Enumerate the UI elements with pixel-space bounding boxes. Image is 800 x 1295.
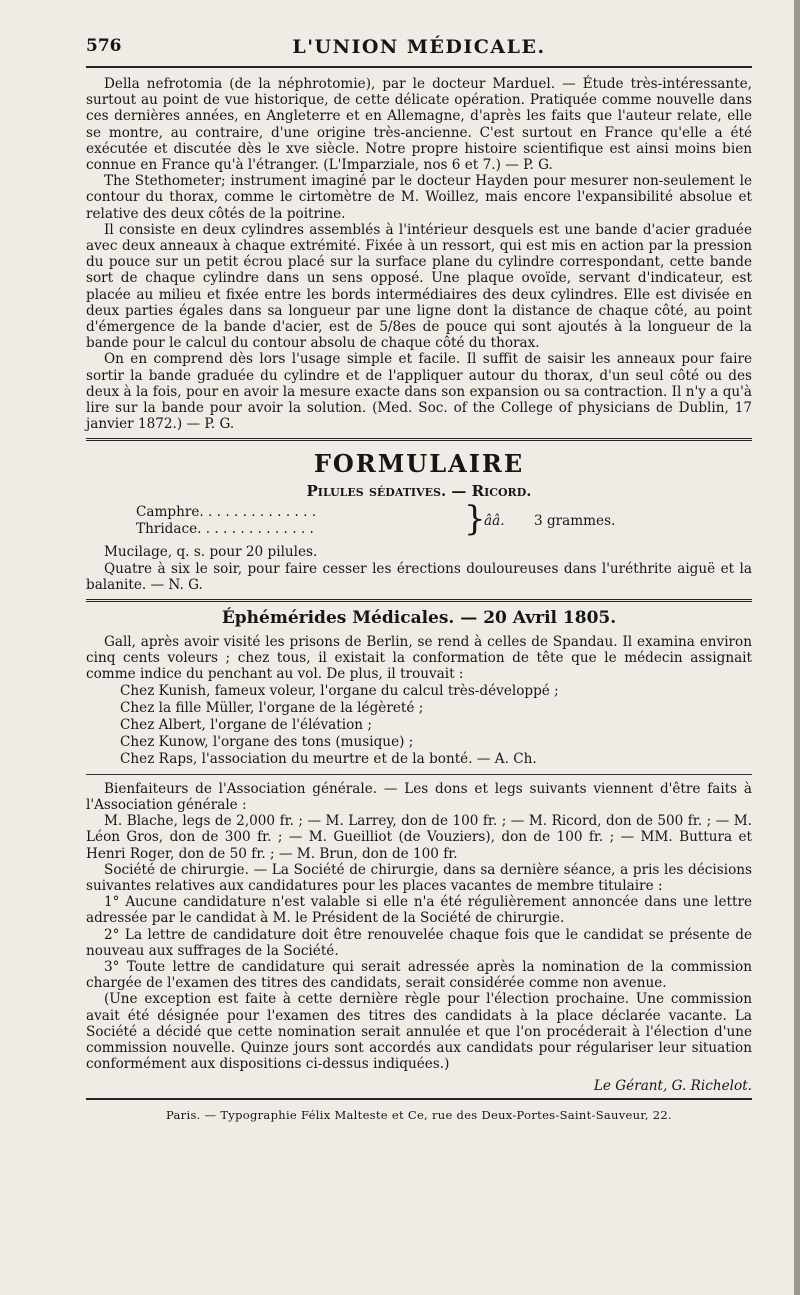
ephemerides-line: Chez Kunish, fameux voleur, l'organe du calcul très-développé ; — [120, 682, 559, 699]
news-bienfaiteurs-list: M. Blache, legs de 2,000 fr. ; — M. Larrey, don de 100 fr. ; — M. Ricord, don de 500 fr. ; — M. Léon Gros, don de 300 fr. ; — M. Gueilliot (de Vouziers), don de 100 fr. ; — MM. Buttura et Henri Roger, don de 50 fr. ; — M. Brun, don de 100 fr. — [86, 813, 752, 862]
ephemerides-rule — [86, 599, 752, 604]
signature: Le Gérant, G. Richelot. — [593, 1078, 752, 1095]
ephemerides-intro: Gall, après avoir visité les prisons de Berlin, se rend à celles de Spandau. Il examina environ cinq cents voleurs ; chez tous, il existait la conformation de tête que le médecin assignait comme indice du penchant au vol. De plus, il trouvait : — [86, 634, 752, 683]
printer-footer: Paris. — Typographie Félix Malteste et Ce, rue des Deux-Portes-Saint-Sauveur, 22. — [166, 1108, 672, 1123]
mucilage-line: Mucilage, q. s. pour 20 pilules. — [104, 544, 318, 561]
section-rule — [86, 438, 752, 443]
news-rule-3: 3° Toute lettre de candidature qui serait adressée après la nomination de la commission chargée de l'examen des titres des candidats, serait considérée comme non avenue. — [86, 958, 752, 992]
ephemerides-title: Éphémérides Médicales. — 20 Avril 1805. — [221, 608, 617, 629]
article-nefrotomia: Della nefrotomia (de la néphrotomie), par le docteur Marduel. — Étude très-intéressante, surtout au point de vue historique, de cette délicate opération. Pratiquée comme nouvelle dans ces dernières années, en Angleterre et en Allemagne, d'après les faits que l'auteur relate, elle se montre, au contraire, d'une origine très-ancienne. C'est surtout en France qu'elle a été exécutée et discutée dès le xve siècle. Notre propre histoire scientifique est ainsi moins bien connue en France qu'à l'étranger. (L'Imparziale, nos 6 et 7.) — P. G. — [86, 76, 752, 174]
news-rule — [86, 774, 752, 775]
prescription — [86, 499, 752, 540]
usage-paragraph: Quatre à six le soir, pour faire cesser les érections douloureuses dans l'uréthrite aiguë et la balanite. — N. G. — [86, 560, 752, 593]
news-societe: Société de chirurgie. — La Société de chirurgie, dans sa dernière séance, a pris les décisions suivantes relatives aux candidatures pour les places vacantes de membre titulaire : — [86, 861, 752, 894]
ephemerides-line: Chez Kunow, l'organe des tons (musique) ; — [120, 733, 414, 750]
quantity: 3 grammes. — [534, 513, 616, 530]
page-number: 576 — [86, 36, 122, 56]
brace: } — [464, 499, 486, 540]
news-rule-2: 2° La lettre de candidature doit être renouvelée chaque fois que le candidat se présente de nouveau aux suffrages de la Société. — [86, 926, 752, 959]
running-title: L'UNION MÉDICALE. — [292, 36, 546, 58]
formulaire-subtitle: Pilules sédatives. — Ricord. — [306, 482, 532, 501]
news-rule-1: 1° Aucune candidature n'est valable si elle n'a été régulièrement annoncée dans une lettre adressée par le candidat à M. le Président de la Société de chirurgie. — [86, 894, 752, 927]
ephemerides-line: Chez la fille Müller, l'organe de la légèreté ; — [120, 699, 424, 716]
page-header — [86, 26, 752, 62]
footer-rule — [86, 1098, 752, 1100]
ephemerides-line: Chez Raps, l'association du meurtre et de la bonté. — A. Ch. — [120, 750, 537, 767]
article-stethometer-usage: On en comprend dès lors l'usage simple et facile. Il suffit de saisir les anneaux pour faire sortir la bande graduée du cylindre et de l'appliquer autour du thorax, d'un seul côté ou des deux à la fois, pour en avoir la mesure exacte dans son expansion ou sa contraction. Il n'y a qu'à lire sur la bande pour avoir la solution. (Med. Soc. of the College of physicians de Dublin, 17 janvier 1872.) — P. G. — [86, 351, 752, 433]
news-bienfaiteurs: Bienfaiteurs de l'Association générale. — Les dons et legs suivants viennent d'être faits à l'Association générale : — [86, 780, 752, 813]
ephemerides-line: Chez Albert, l'organe de l'élévation ; — [120, 716, 372, 733]
ingredient-camphre: Camphre. . . . . . . . . . . . . . — [136, 504, 317, 521]
formulaire-title: FORMULAIRE — [313, 449, 525, 479]
news-exception: (Une exception est faite à cette dernière règle pour l'élection prochaine. Une commission avait été désignée pour l'examen des titres des candidats à la place déclarée vacante. La Société a décidé que cette nomination serait annulée et que l'on procéderait à l'élection d'une commission nouvelle. Quinze jours sont accordés aux candidats pour régulariser leur situation conformément aux dispositions ci-dessus indiquées.) — [86, 991, 752, 1073]
article-stethometer-desc: Il consiste en deux cylindres assemblés à l'intérieur desquels est une bande d'acier graduée avec deux anneaux à chaque extrémité. Fixée à un ressort, qui est mis en action par la pression du pouce sur un petit écrou placé sur la surface plane du cylindre correspondant, cette bande sort de chaque cylindre dans un sens opposé. Une plaque ovoïde, servant d'indicateur, est placée au milieu et fixée entre les bords intermédiaires des deux cylindres. Elle est divisée en deux parties égales dans sa longueur par une ligne dont la distance de chaque côté, au point d'émergence de la bande d'acier, est de 5/8es de pouce qui sont ajoutés à la longueur de la bande pour le calcul du contour absolu de chaque côté du thorax. — [86, 221, 752, 352]
ingredient-thridace: Thridace. . . . . . . . . . . . . . — [136, 521, 314, 538]
ana-abbreviation: ââ. — [484, 513, 505, 530]
page-edge-shadow — [794, 0, 800, 1295]
article-stethometer: The Stethometer; instrument imaginé par le docteur Hayden pour mesurer non-seulement le contour du thorax, comme le cirtomètre de M. Woillez, mais encore l'expansibilité absolue et relative des deux côtés de la poitrine. — [86, 173, 752, 222]
